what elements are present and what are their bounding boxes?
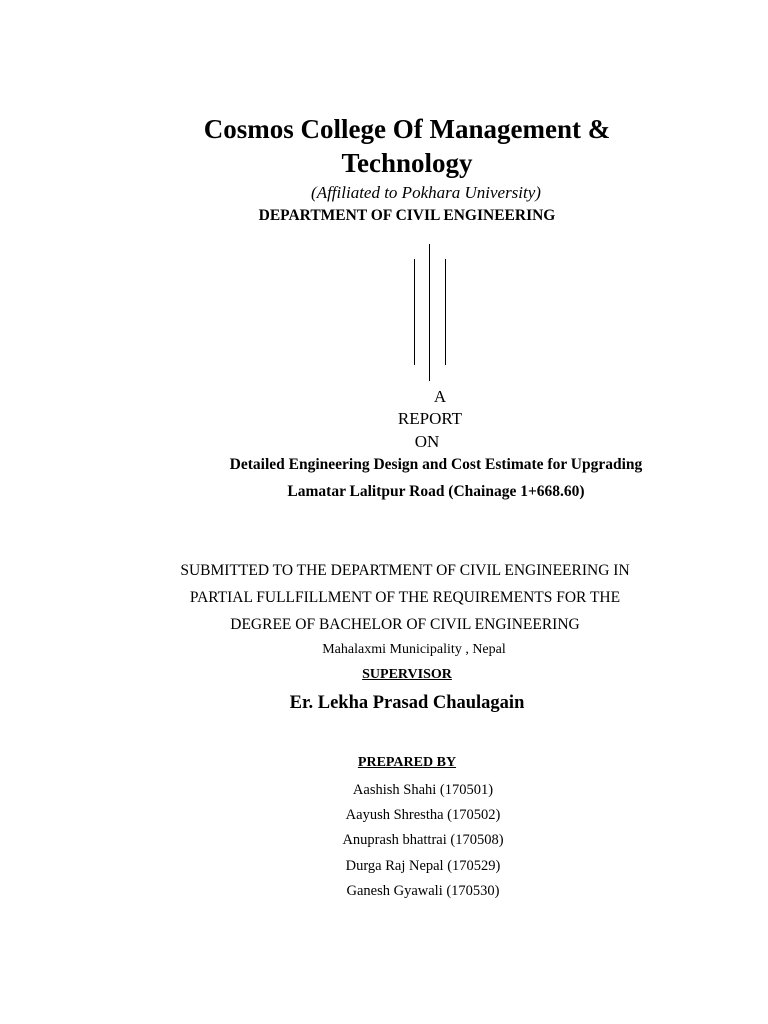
team-member: Ganesh Gyawali (170530) (346, 882, 500, 899)
college-name (62, 112, 752, 180)
team-member: Aayush Shrestha (170502) (345, 807, 501, 824)
submission-statement (21, 557, 768, 638)
submission-line-2: PARTIAL FULLFILLMENT OF THE REQUIREMENTS FOR THE (189, 589, 621, 606)
report-title-line-1: Detailed Engineering Design and Cost Estimate for Upgrading (229, 456, 643, 473)
vertical-line-left (414, 259, 415, 365)
team-member: Aashish Shahi (170501) (352, 782, 494, 798)
vertical-line-right (445, 259, 446, 365)
team-member: Durga Raj Nepal (170529) (345, 857, 501, 874)
affiliation: (Affiliated to Pokhara University) (311, 183, 541, 202)
location: Mahalaxmi Municipality , Nepal (322, 642, 506, 657)
word-on: ON (414, 432, 440, 451)
submission-line-3: DEGREE OF BACHELOR OF CIVIL ENGINEERING (230, 616, 580, 633)
report-title-line-2: Lamatar Lalitpur Road (Chainage 1+668.60) (287, 483, 585, 500)
prepared-by-heading: PREPARED BY (357, 755, 457, 770)
word-a: A (433, 387, 447, 406)
supervisor-name: Er. Lekha Prasad Chaulagain (289, 693, 525, 713)
submission-line-1: SUBMITTED TO THE DEPARTMENT OF CIVIL ENGINEERING IN (180, 562, 630, 579)
word-report: REPORT (397, 409, 463, 428)
college-name-line-2: Technology (341, 148, 473, 178)
team-members-list (39, 778, 768, 904)
department-heading: DEPARTMENT OF CIVIL ENGINEERING (258, 207, 556, 224)
vertical-line-center (429, 244, 430, 381)
report-title (52, 451, 768, 505)
supervisor-heading: SUPERVISOR (362, 667, 452, 682)
college-name-line-1: Cosmos College Of Management & (203, 114, 611, 144)
team-member: Anuprash bhattrai (170508) (342, 832, 504, 849)
